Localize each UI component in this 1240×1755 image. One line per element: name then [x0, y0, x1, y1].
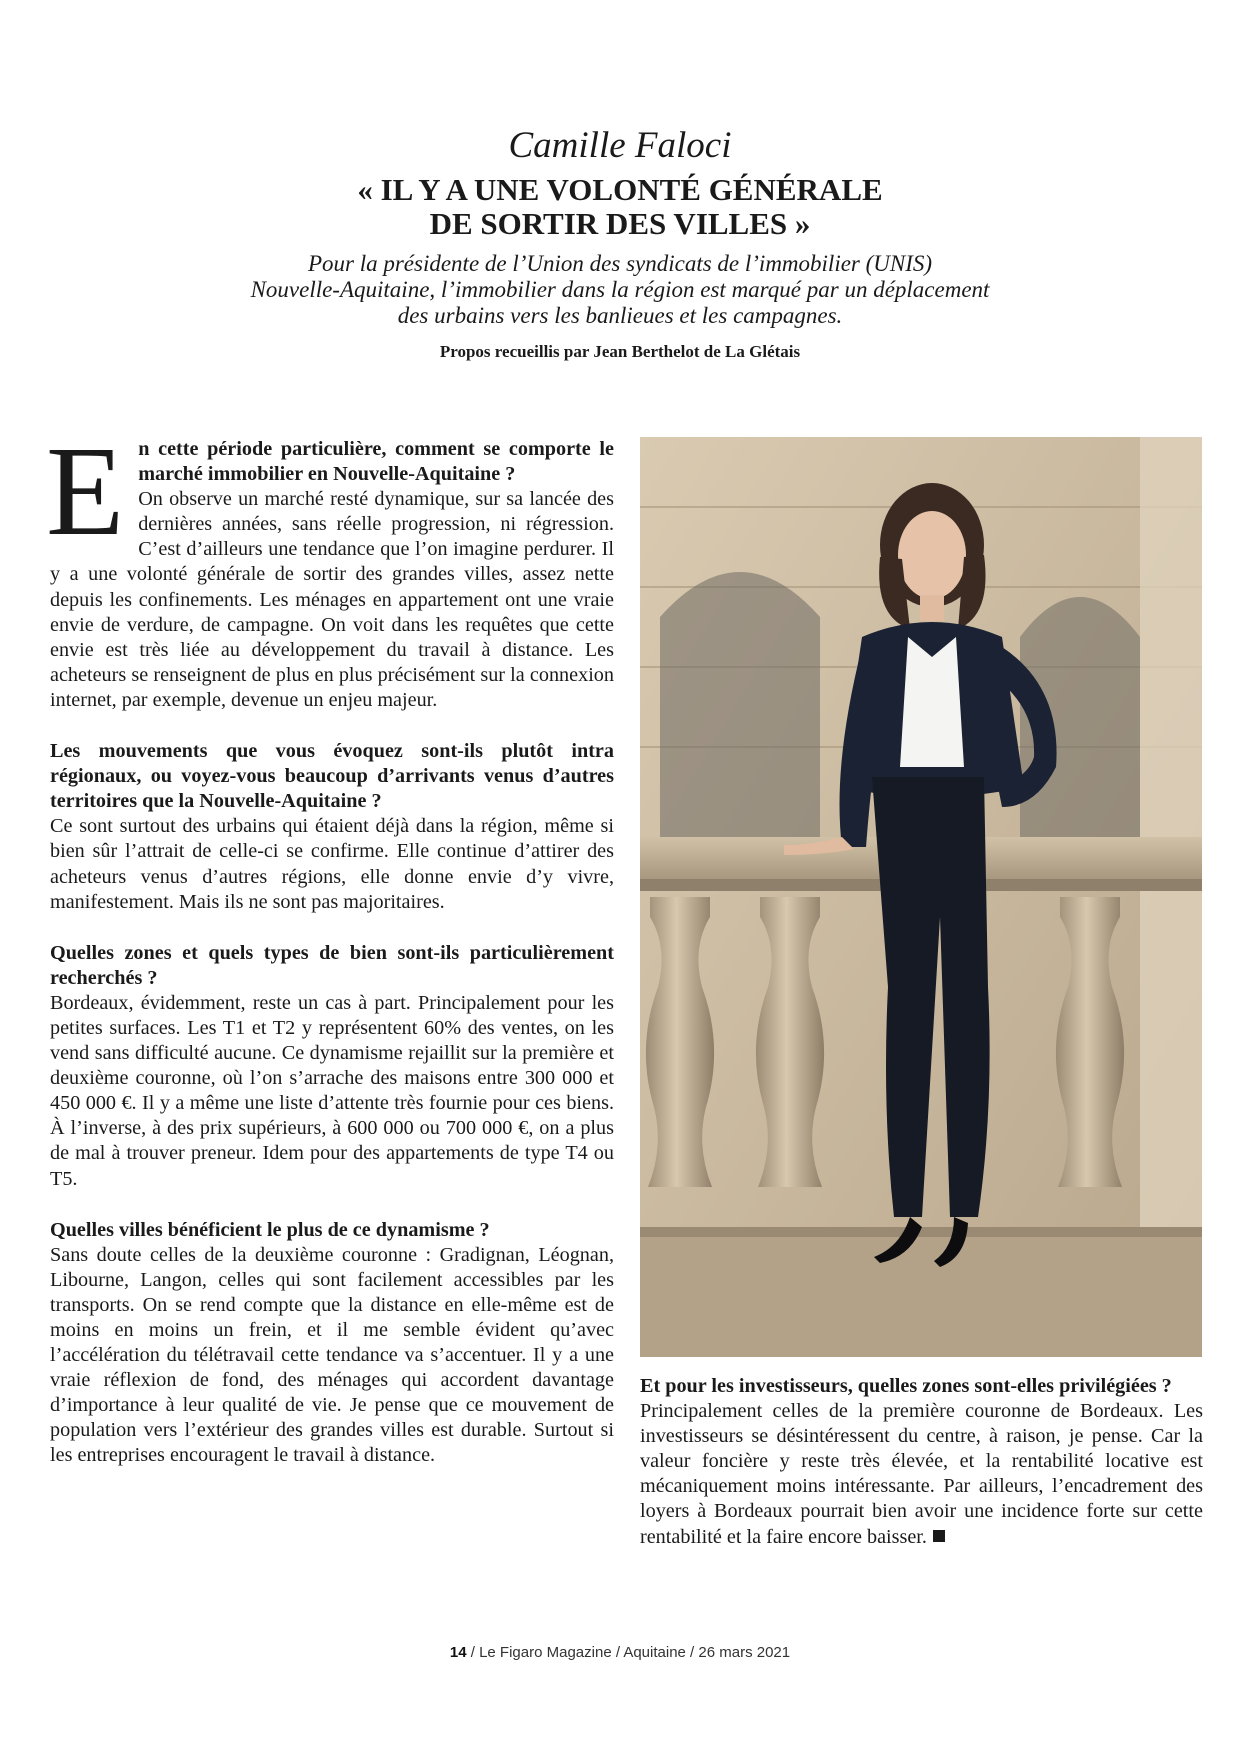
paragraph-gap [50, 713, 614, 739]
answer-4: Sans doute celles de la deuxième couronne : Gradignan, Léognan, Libourne, Langon, celles qui sont facilement accessibles par les transports. On se rend compte que la distance en elle-même est de moins en moins un frein, et il me semble évident qu’avec l’accélération du télétravail cette tendance va s’accentuer. Il y a une vraie réflexion de fond, des ménages qui accordent davantage d’importance à leur qualité de vie. Je pense que ce mouvement de population vers l’extérieur des grandes villes est durable. Surtout si les entreprises encouragent le travail à distance. [50, 1243, 614, 1467]
question-1: n cette période particulière, comment se comporte le marché immobilier en Nouvelle-Aquitaine ? [138, 438, 614, 486]
article-header [0, 125, 1240, 363]
right-column [640, 1374, 1203, 1550]
author-name: Camille Faloci [508, 125, 732, 166]
question-5: Et pour les investisseurs, quelles zones sont-elles privilégiées ? [640, 1375, 1172, 1397]
publication-info: / Le Figaro Magazine / Aquitaine / 26 mars 2021 [466, 1644, 791, 1661]
answer-3: Bordeaux, évidemment, reste un cas à part. Principalement pour les petites surfaces. Les T1 et T2 y représentent 60% des ventes, on les vend sans difficulté aucune. Ce dynamisme rejaillit sur la première et deuxième couronne, où l’on s’arrache des maisons entre 300 000 et 450 000 €. Il y a même une liste d’attente très fournie pour ces biens. À l’inverse, à des prix supérieurs, à 600 000 ou 700 000 €, on a plus de mal à trouver preneur. Idem pour des appartements de type T4 ou T5. [50, 991, 614, 1190]
answer-5-paragraph [640, 1399, 1203, 1550]
answer-2: Ce sont surtout des urbains qui étaient déjà dans la région, même si bien sûr l’attrait de celle-ci se confirme. Elle continue d’attirer des acheteurs venus d’autres régions, elle donne envie d’y vivre, manifestement. Mais ils ne sont pas majoritaires. [50, 815, 614, 913]
portrait-illustration [640, 437, 1202, 1357]
answer-1: On observe un marché resté dynamique, sur sa lancée des dernières années, sans réelle progression, ni régression. C’est d’ailleurs une tendance que l’on imagine perdurer. Il y a une volonté générale de sortir des grandes villes, assez nette depuis les confinements. Les ménages en appartement ont une vraie envie de verdure, de campagne. On voit dans les requêtes que cette envie est très liée au développement du travail à distance. Les acheteurs se renseignent de plus en plus précisément sur la connexion internet, par exemple, devenue un enjeu majeur. [50, 488, 614, 711]
answer-5: Principalement celles de la première couronne de Bordeaux. Les investisseurs se désintéressent du centre, à raison, je pense. Car la valeur foncière y reste très élevée, et la rentabilité locative est mécaniquement moins intéressante. Par ailleurs, l’encadrement des loyers à Bordeaux pourrait bien avoir une incidence forte sur cette rentabilité et la faire encore baisser. [640, 1400, 1203, 1548]
headline-line-2: DE SORTIR DES VILLES » [429, 206, 811, 241]
question-2: Les mouvements que vous évoquez sont-ils plutôt intra régionaux, ou voyez-vous beaucoup d’arrivants venus d’autres territoires que la Nouvelle-Aquitaine ? [50, 740, 614, 813]
page-number: 14 [449, 1644, 467, 1661]
byline: Propos recueillis par Jean Berthelot de La Glétais [439, 342, 801, 361]
page-footer [0, 1644, 1240, 1661]
subtitle-line-3: des urbains vers les banlieues et les campagnes. [397, 303, 843, 328]
end-of-article-mark [933, 1530, 945, 1542]
portrait-photo [640, 437, 1202, 1357]
paragraph-gap [50, 915, 614, 941]
paragraph-gap [50, 1192, 614, 1218]
headline [0, 173, 1240, 241]
drop-cap: E [46, 420, 125, 562]
subtitle-line-2: Nouvelle-Aquitaine, l’immobilier dans la région est marqué par un déplacement [250, 277, 990, 302]
headline-line-1: « IL Y A UNE VOLONTÉ GÉNÉRALE [357, 172, 883, 207]
question-4: Quelles villes bénéficient le plus de ce dynamisme ? [50, 1218, 490, 1241]
subtitle-line-1: Pour la présidente de l’Union des syndicats de l’immobilier (UNIS) [307, 251, 933, 276]
left-column [46, 420, 614, 1469]
subtitle [0, 251, 1240, 329]
question-3: Quelles zones et quels types de bien sont-ils particulièrement recherchés ? [50, 941, 614, 989]
